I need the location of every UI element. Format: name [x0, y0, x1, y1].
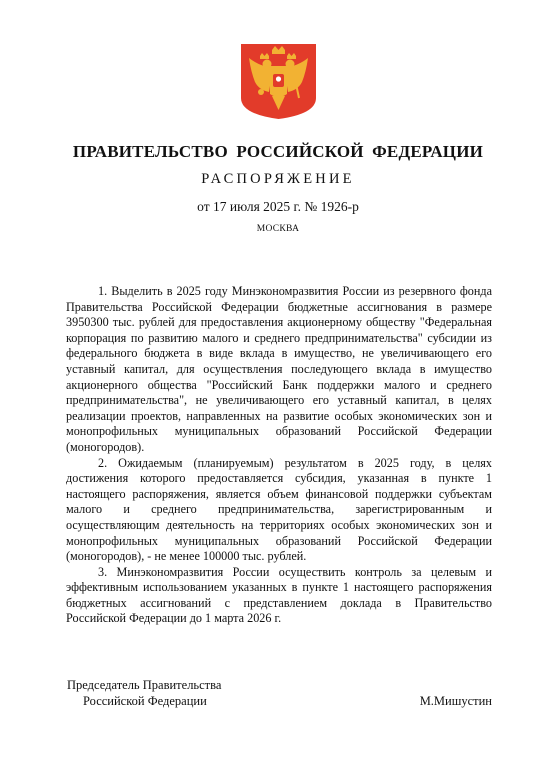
signatory-title-line1: Председатель Правительства	[67, 678, 222, 692]
paragraph-3: 3. Минэкономразвития России осуществить контроль за целевым и эффективным использованием указанных в пункте 1 настоящего распоряжения бюджетных ассигнований с представлением доклада в Правительство Российской Федерации до 1 марта 2026 г.	[66, 564, 492, 626]
decree-body	[66, 284, 492, 627]
signatory-title-line2: Российской Федерации	[83, 693, 207, 708]
signatory-name: М.Мишустин	[419, 694, 492, 708]
decree-city: МОСКВА	[256, 224, 300, 234]
decree-date-number: от 17 июля 2025 г. № 1926-р	[197, 199, 359, 214]
signatory-title	[67, 678, 221, 709]
document-type: РАСПОРЯЖЕНИЕ	[201, 171, 355, 187]
paragraph-2: 2. Ожидаемым (планируемым) результатом в 2025 году, в целях достижения которого предоставляется субсидия, указанная в пункте 1 настоящего распоряжения, является объем финансовой поддержки субъектам малого и среднего предпринимательства, зарегистрированным и осуществляющим деятельность на территориях особых экономических зон и монопрофильных муниципальных образований Российской Федерации (моногородов), - не менее 100000 тыс. рублей.	[66, 455, 492, 564]
coat-of-arms-icon	[239, 42, 318, 120]
government-title: ПРАВИТЕЛЬСТВО РОССИЙСКОЙ ФЕДЕРАЦИИ	[72, 142, 484, 161]
paragraph-1: 1. Выделить в 2025 году Минэкономразвития России из резервного фонда Правительства Российской Федерации бюджетные ассигнования в размере 3950300 тыс. рублей для предоставления акционерному обществу "Федеральная корпорация по развитию малого и среднего предпринимательства" субсидии из федерального бюджета в виде вклада в имущество, не увеличивающего его уставный капитал, для осуществления последующего вклада в имущество акционерного общества "Российский Банк поддержки малого и среднего предпринимательства", не увеличивающего его уставный капитал, в целях реализации проектов, направленных на развитие особых экономических зон и монопрофильных муниципальных образований Российской Федерации (моногородов).	[66, 284, 492, 454]
